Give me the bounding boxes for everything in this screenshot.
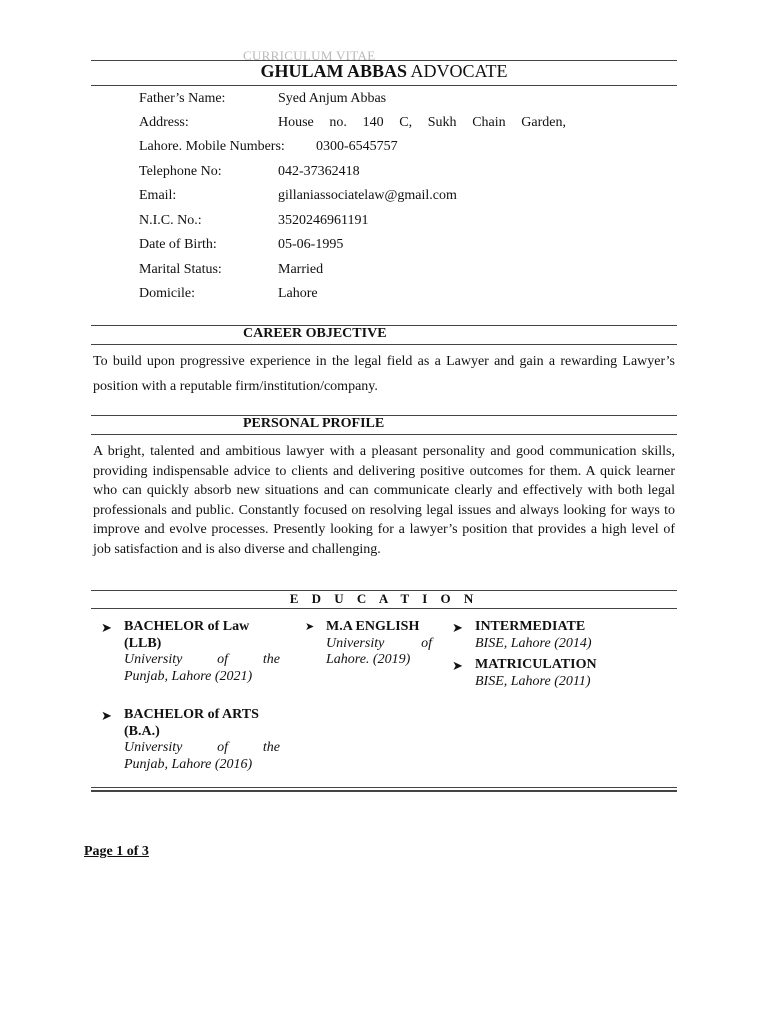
fathers-name-value: Syed Anjum Abbas (278, 91, 387, 106)
matriculation-degree: MATRICULATION (475, 657, 597, 672)
ba-institution: University of the (124, 740, 280, 755)
education-title: E D U C A T I O N (289, 591, 479, 606)
ba-degree: BACHELOR of ARTS (124, 707, 259, 722)
arrowhead-bullet-icon: ➤ (452, 658, 463, 673)
llb-degree: BACHELOR of Law (124, 619, 250, 634)
intermediate-institution: BISE, Lahore (2014) (475, 635, 592, 651)
fathers-name-label: Father’s Name: (139, 91, 226, 106)
email-value: gillaniassociatelaw@gmail.com (278, 188, 457, 203)
telephone-label: Telephone No: (139, 164, 222, 179)
domicile-label: Domicile: (139, 286, 195, 301)
arrowhead-bullet-icon: ➤ (101, 620, 112, 635)
personal-profile-title: PERSONAL PROFILE (243, 416, 385, 431)
ma-institution-year: Lahore. (2019) (326, 652, 411, 667)
mobile-value: 0300-6545757 (316, 139, 398, 154)
ba-institution-year: Punjab, Lahore (2016) (124, 756, 253, 772)
career-objective-title: CAREER OBJECTIVE (243, 326, 387, 341)
address-label: Address: (139, 115, 189, 130)
divider (91, 434, 677, 435)
candidate-name (91, 61, 677, 82)
divider (91, 344, 677, 345)
divider (91, 787, 677, 788)
education-llb (124, 619, 280, 685)
education-ba (124, 707, 280, 773)
marital-label: Marital Status: (139, 262, 222, 277)
personal-profile-text: A bright, talented and ambitious lawyer with a pleasant personality and good communication skills, providing indispensable advice to clients and delivering positive outcomes for them. A quick learner who can quickly absorb new situations and can communicate clearly and effectively with both legal professionals and public. Constantly focused on resolving legal issues and always looking for ways to improve and evolve processes. Presently looking for a lawyer’s position that provides a high level of job satisfaction and is also diverse and challenging. (93, 444, 675, 557)
divider (91, 608, 677, 609)
address-value: House no. 140 C, Sukh Chain Garden, (278, 115, 566, 130)
ba-degree-abbr: (B.A.) (124, 723, 160, 739)
education-ma (326, 619, 432, 669)
ma-institution: University of (326, 635, 432, 651)
email-label: Email: (139, 188, 177, 203)
divider (91, 85, 677, 86)
name-title: ADVOCATE (407, 61, 508, 81)
llb-institution: University of the (124, 652, 280, 667)
education-matriculation (475, 657, 625, 690)
address-line2: Lahore. Mobile Numbers: (139, 139, 285, 154)
nic-value: 3520246961191 (278, 213, 369, 228)
divider (91, 790, 677, 792)
arrowhead-bullet-icon: ➤ (452, 620, 463, 635)
domicile-value: Lahore (278, 286, 318, 301)
ma-degree: M.A ENGLISH (326, 619, 420, 634)
name-bold: GHULAM ABBAS (260, 61, 407, 81)
telephone-value: 042-37362418 (278, 164, 360, 179)
matriculation-institution: BISE, Lahore (2011) (475, 673, 591, 689)
cv-heading: CURRICULUM VITAE (243, 48, 376, 63)
dob-value: 05-06-1995 (278, 237, 344, 252)
intermediate-degree: INTERMEDIATE (475, 619, 586, 634)
arrowhead-bullet-icon: ➤ (305, 621, 315, 633)
dob-label: Date of Birth: (139, 237, 217, 252)
llb-degree-abbr: (LLB) (124, 635, 162, 651)
page-number: Page 1 of 3 (84, 844, 149, 859)
marital-value: Married (278, 262, 324, 277)
nic-label: N.I.C. No.: (139, 213, 202, 228)
career-objective-text: To build upon progressive experience in the legal field as a Lawyer and gain a rewarding Lawyer’s position with a reputable firm/institution/company. (93, 354, 675, 394)
education-intermediate (475, 619, 625, 652)
arrowhead-bullet-icon: ➤ (101, 708, 112, 723)
llb-institution-year: Punjab, Lahore (2021) (124, 668, 253, 684)
